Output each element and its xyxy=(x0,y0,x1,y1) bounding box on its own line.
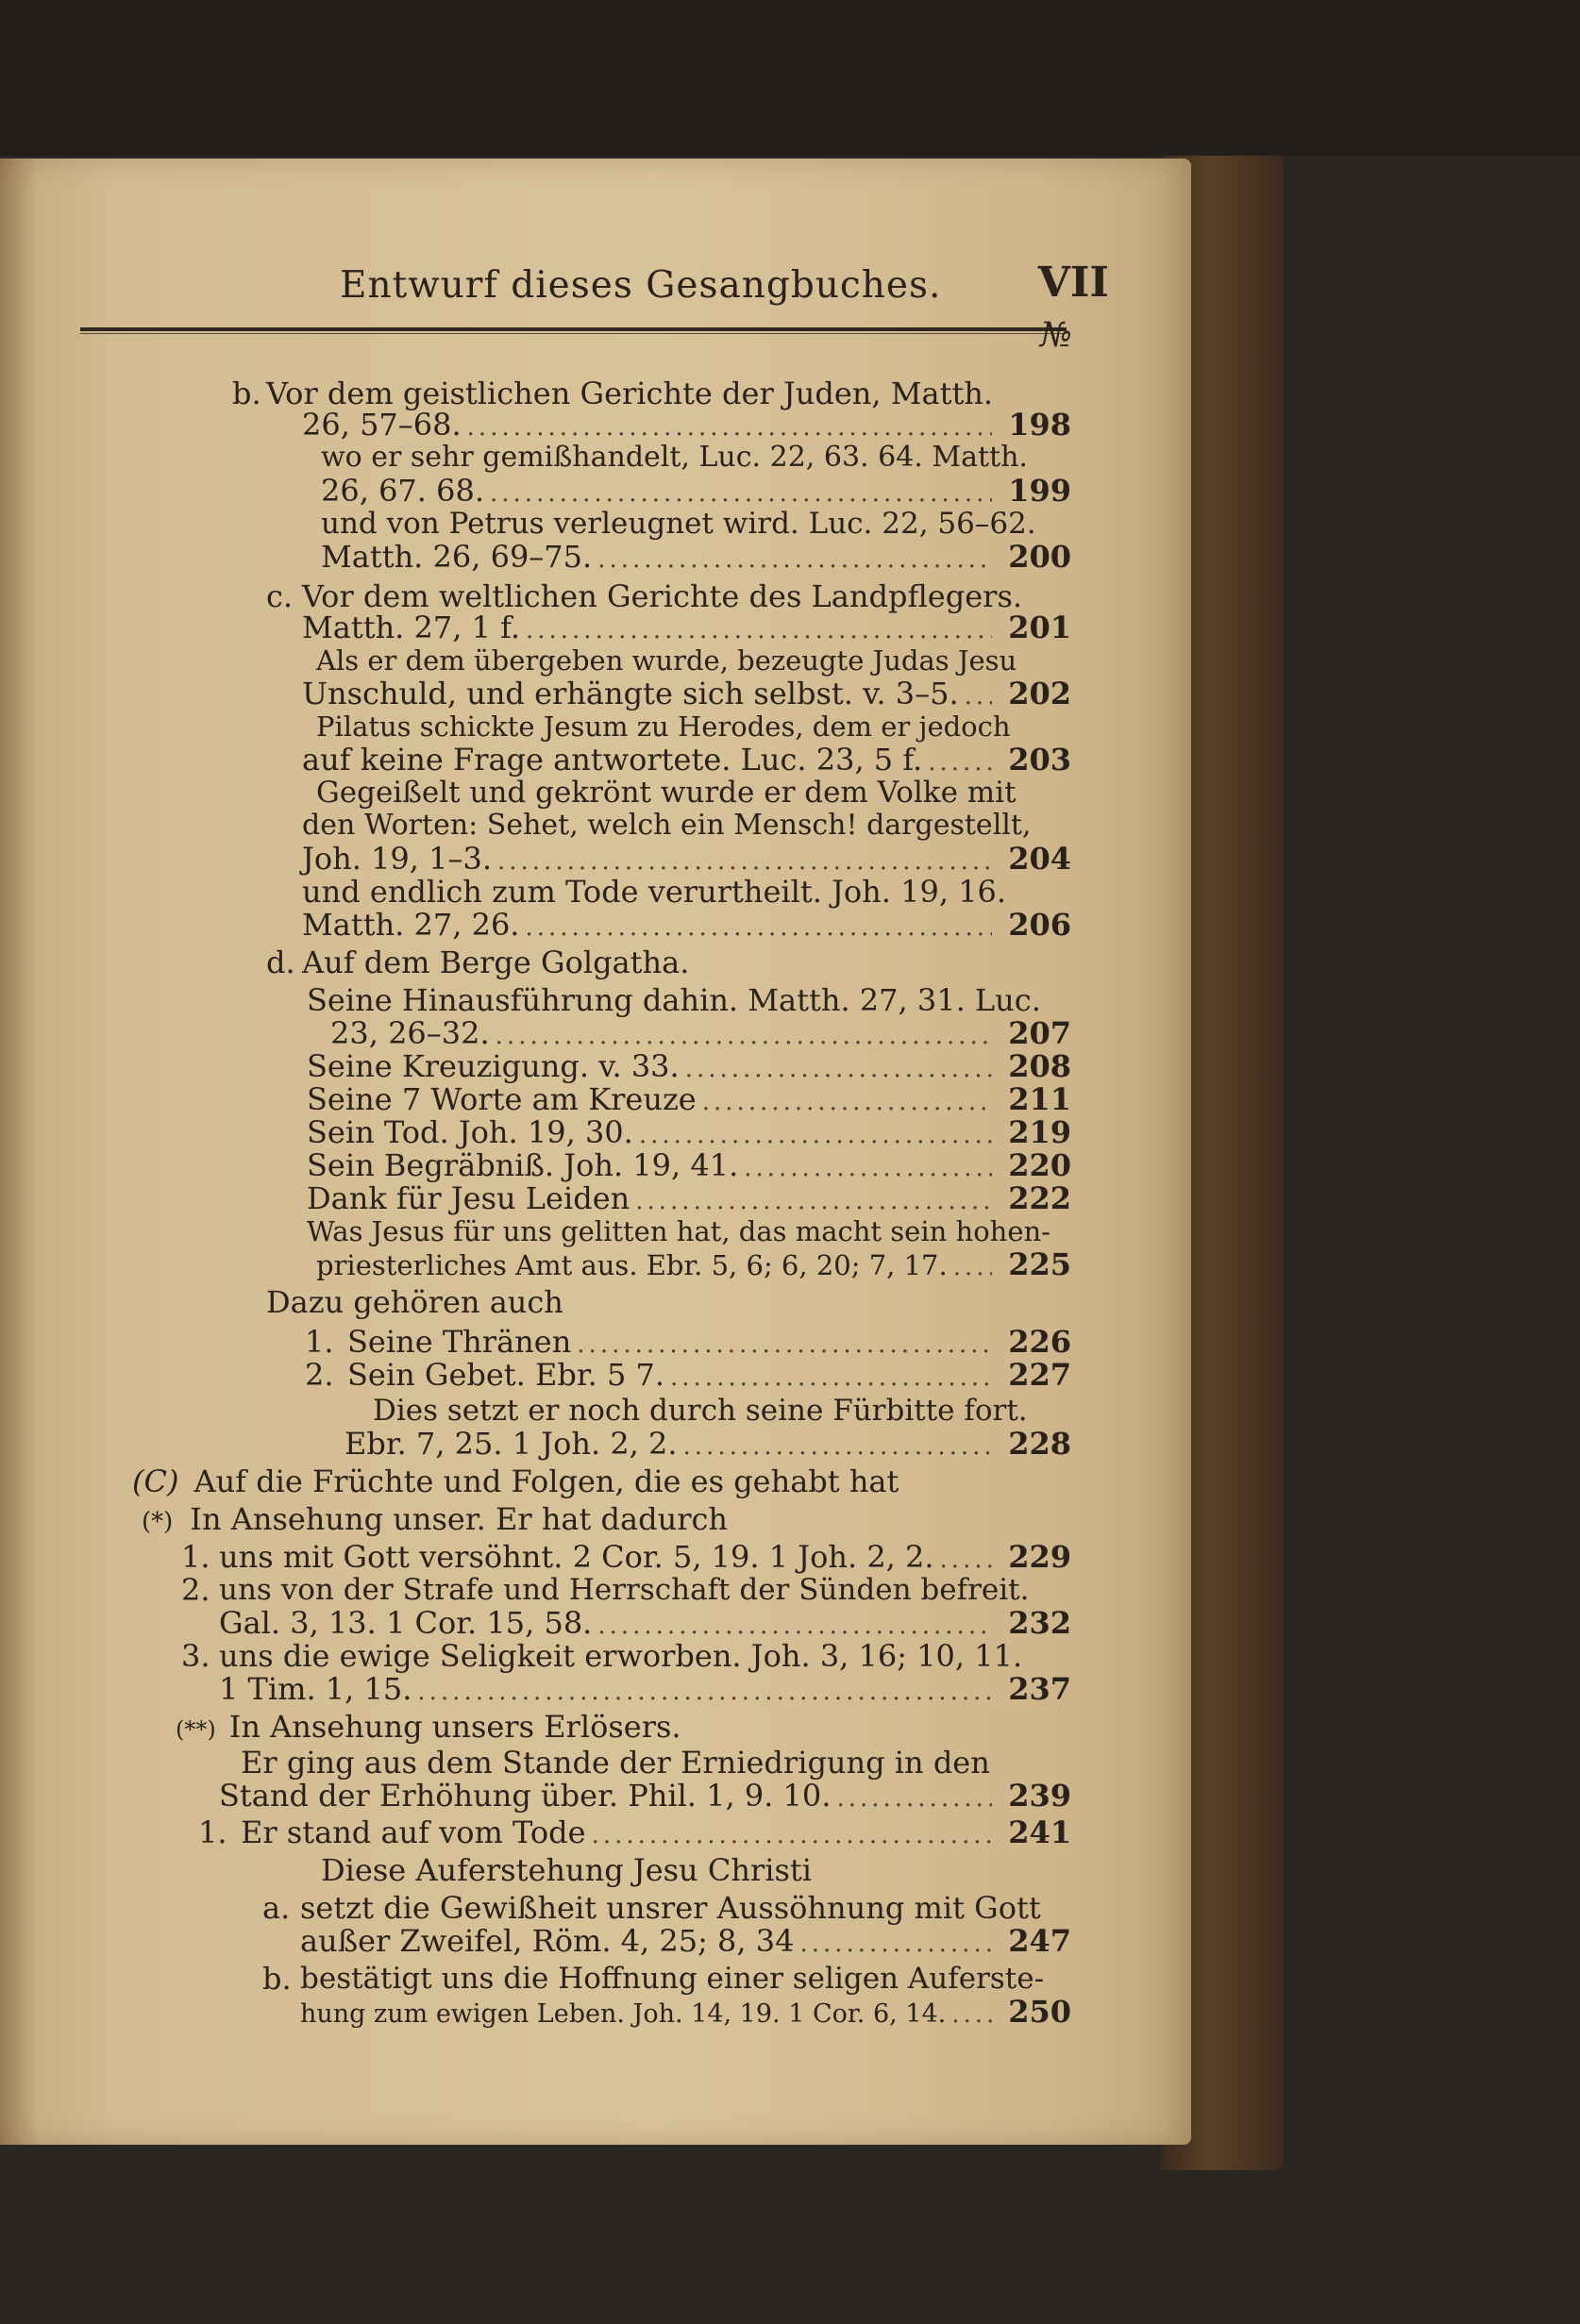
hymn-number: 199 xyxy=(1008,473,1071,509)
toc-line xyxy=(302,807,1038,844)
entry-text: Was Jesus für uns gelitten hat, das macht sein hohen- xyxy=(307,1215,1051,1247)
entry-text: den Worten: Sehet, welch ein Mensch! dargestellt, xyxy=(302,809,1032,842)
leader-dots xyxy=(951,1996,992,2033)
toc-line xyxy=(321,1851,982,1889)
toc-line xyxy=(300,1993,1071,2033)
toc-line xyxy=(219,1777,1071,1817)
header-title: Entwurf dieses Gesangbuches. xyxy=(340,264,942,307)
toc-line xyxy=(373,1392,1034,1430)
toc-line xyxy=(307,1212,1071,1250)
toc-line xyxy=(219,1670,1071,1711)
hymn-number: 201 xyxy=(1008,610,1071,645)
hymn-number: 211 xyxy=(1008,1081,1071,1117)
hymn-number: 229 xyxy=(1008,1539,1071,1575)
item-label: b. xyxy=(232,376,261,411)
item-label: 2. xyxy=(305,1357,334,1393)
hymn-number: 227 xyxy=(1008,1357,1071,1393)
entry-text: uns die ewige Seligkeit erworben. Joh. 3, 16; 10, 11. xyxy=(219,1638,1023,1674)
entry-text: Dazu gehören auch xyxy=(266,1284,563,1320)
toc-line xyxy=(142,1500,991,1541)
hymn-number: 232 xyxy=(1008,1605,1071,1641)
toc-line xyxy=(316,774,1034,811)
header-rule xyxy=(80,327,1067,331)
entry-text: In Ansehung unser. Er hat dadurch xyxy=(190,1501,729,1537)
hymn-number: 247 xyxy=(1008,1923,1071,1959)
entry-text: Vor dem geistlichen Gerichte der Juden, Matth. xyxy=(266,376,994,411)
entry-text: Auf die Früchte und Folgen, die es gehabt hat xyxy=(193,1463,899,1499)
entry-text: wo er sehr gemißhandelt, Luc. 22, 63. 64. Matth. xyxy=(321,441,1028,474)
entry-text: Seine Thränen xyxy=(347,1324,572,1360)
item-label: d. xyxy=(266,945,295,980)
entry-text: Unschuld, und erhängte sich selbst. v. 3–5. xyxy=(302,676,959,711)
hymn-number: 203 xyxy=(1008,742,1071,777)
leader-dots xyxy=(417,1673,992,1711)
entry-text: Als er dem übergeben wurde, bezeugte Judas Jesu xyxy=(316,644,1017,677)
hymn-number: 250 xyxy=(1008,1994,1071,2030)
hymn-number: 204 xyxy=(1008,841,1071,877)
entry-text: Dank für Jesu Leiden xyxy=(307,1180,630,1216)
entry-text: Stand der Erhöhung über. Phil. 1, 9. 10. xyxy=(219,1778,832,1814)
leader-dots xyxy=(592,1816,992,1854)
toc-line xyxy=(307,981,1043,1019)
entry-text: Auf dem Berge Golgatha. xyxy=(302,945,690,980)
hymn-number: 220 xyxy=(1008,1147,1071,1183)
entry-text: Dies setzt er noch durch seine Fürbitte fort. xyxy=(373,1394,1028,1428)
entry-text: priesterliches Amt aus. Ebr. 5, 6; 6, 20; 7, 17. xyxy=(316,1249,948,1281)
entry-text: setzt die Gewißheit unsrer Aussöhnung mit Gott xyxy=(300,1890,1041,1926)
entry-text: Matth. 26, 69–75. xyxy=(321,539,593,575)
item-label: 1. xyxy=(198,1814,227,1850)
toc-line xyxy=(316,708,1034,745)
hymn-number: 228 xyxy=(1008,1426,1071,1462)
entry-text: außer Zweifel, Röm. 4, 25; 8, 34 xyxy=(300,1923,795,1959)
item-label: 2. xyxy=(181,1572,210,1608)
hymn-number: 200 xyxy=(1008,539,1071,575)
hymn-number: 206 xyxy=(1008,907,1071,943)
section-label: (C) xyxy=(132,1463,179,1499)
leader-dots xyxy=(683,1428,992,1465)
entry-text: Er ging aus dem Stande der Erniedrigung in den xyxy=(241,1745,990,1781)
entry-text: Gegeißelt und gekrönt wurde er dem Volke mit xyxy=(316,776,1017,810)
entry-text: Ebr. 7, 25. 1 Joh. 2, 2. xyxy=(345,1426,678,1462)
toc-line xyxy=(176,1708,1025,1748)
entry-text: auf keine Frage antwortete. Luc. 23, 5 f. xyxy=(302,742,923,777)
hymn-number: 207 xyxy=(1008,1015,1071,1051)
entry-text: Gal. 3, 13. 1 Cor. 15, 58. xyxy=(219,1605,593,1641)
hymn-number: 219 xyxy=(1008,1114,1071,1150)
scan-background xyxy=(0,0,1580,156)
gutter-shadow xyxy=(0,159,38,2145)
toc-line xyxy=(345,1425,1071,1465)
item-label: c. xyxy=(266,578,294,614)
toc-line xyxy=(266,1283,1002,1321)
item-label: a. xyxy=(262,1890,291,1926)
section-label: (**) xyxy=(176,1716,216,1743)
entry-text: Seine 7 Worte am Kreuze xyxy=(307,1081,697,1117)
leader-dots xyxy=(670,1359,992,1396)
entry-text: und endlich zum Tode verurtheilt. Joh. 19, 16. xyxy=(302,874,1007,910)
entry-text: Seine Hinausführung dahin. Matth. 27, 31. Luc. xyxy=(307,982,1041,1018)
entry-text: Seine Kreuzigung. v. 33. xyxy=(307,1048,680,1084)
entry-text: und von Petrus verleugnet wird. Luc. 22, 56–62. xyxy=(321,507,1036,541)
leader-dots xyxy=(597,541,992,578)
leader-dots xyxy=(836,1780,992,1817)
toc-line xyxy=(302,873,1038,911)
hymn-number: 241 xyxy=(1008,1814,1071,1850)
item-label: 1. xyxy=(305,1324,334,1360)
entry-text: Matth. 27, 26. xyxy=(302,907,520,943)
toc-line xyxy=(181,1571,1050,1609)
entry-text: Joh. 19, 1–3. xyxy=(302,841,492,877)
leader-dots xyxy=(525,909,992,946)
header-rule-thin xyxy=(80,333,1067,334)
toc-line xyxy=(300,1922,1071,1963)
entry-text: Diese Auferstehung Jesu Christi xyxy=(321,1852,812,1888)
entry-text: 23, 26–32. xyxy=(330,1015,490,1051)
entry-text: In Ansehung unsers Erlösers. xyxy=(228,1709,681,1745)
hymn-number: 208 xyxy=(1008,1048,1071,1084)
toc-line xyxy=(262,1960,1055,1998)
leader-dots xyxy=(953,1248,992,1286)
entry-text: Er stand auf vom Tode xyxy=(241,1814,586,1850)
entry-text: Pilatus schickte Jesum zu Herodes, dem er jedoch xyxy=(316,711,1011,743)
entry-text: hung zum ewigen Leben. Joh. 14, 19. 1 Cor. 6, 14. xyxy=(300,1999,947,2029)
toc-line xyxy=(321,439,1038,477)
toc-line xyxy=(321,505,1038,543)
entry-text: Sein Begräbniß. Joh. 19, 41. xyxy=(307,1147,739,1183)
toc-line xyxy=(132,1463,982,1500)
hymn-number: 225 xyxy=(1008,1246,1071,1282)
toc-line xyxy=(266,944,1038,981)
entry-text: 26, 67. 68. xyxy=(321,473,485,509)
entry-text: bestätigt uns die Hoffnung einer seligen Auferste- xyxy=(300,1962,1045,1996)
entry-text: uns mit Gott versöhnt. 2 Cor. 5, 19. 1 Joh. 2, 2. xyxy=(219,1539,934,1575)
toc-line xyxy=(302,906,1071,946)
section-label: (*) xyxy=(142,1508,174,1536)
entry-text: 26, 57–68. xyxy=(302,407,462,443)
number-column-mark: № xyxy=(1039,316,1072,355)
hymn-number: 239 xyxy=(1008,1778,1071,1814)
entry-text: Vor dem weltlichen Gerichte des Landpflegers. xyxy=(302,578,1023,614)
entry-text: Sein Gebet. Ebr. 5 7. xyxy=(347,1357,665,1393)
hymn-number: 202 xyxy=(1008,676,1071,711)
hymn-number: 226 xyxy=(1008,1324,1071,1360)
entry-text: 1 Tim. 1, 15. xyxy=(219,1671,412,1707)
toc-line xyxy=(305,1356,1071,1396)
toc-line xyxy=(198,1814,1071,1854)
entry-text: Sein Tod. Joh. 19, 30. xyxy=(307,1114,633,1150)
hymn-number: 237 xyxy=(1008,1671,1071,1707)
leader-dots xyxy=(799,1925,992,1963)
entry-text: Matth. 27, 1 f. xyxy=(302,610,520,645)
toc-line xyxy=(321,538,1071,578)
toc-line xyxy=(316,642,1034,679)
running-header xyxy=(0,245,1191,311)
page-numeral: VII xyxy=(1037,259,1109,307)
item-label: b. xyxy=(262,1961,292,1997)
item-label: 1. xyxy=(181,1539,210,1575)
hymn-number: 222 xyxy=(1008,1180,1071,1216)
hymn-number: 198 xyxy=(1008,407,1071,443)
toc-line xyxy=(316,1246,1071,1286)
toc-line xyxy=(241,1744,1024,1781)
toc-line xyxy=(181,1637,1050,1675)
item-label: 3. xyxy=(181,1638,210,1674)
entry-text: uns von der Strafe und Herrschaft der Sünden befreit. xyxy=(219,1573,1030,1607)
toc-line xyxy=(262,1889,1055,1927)
